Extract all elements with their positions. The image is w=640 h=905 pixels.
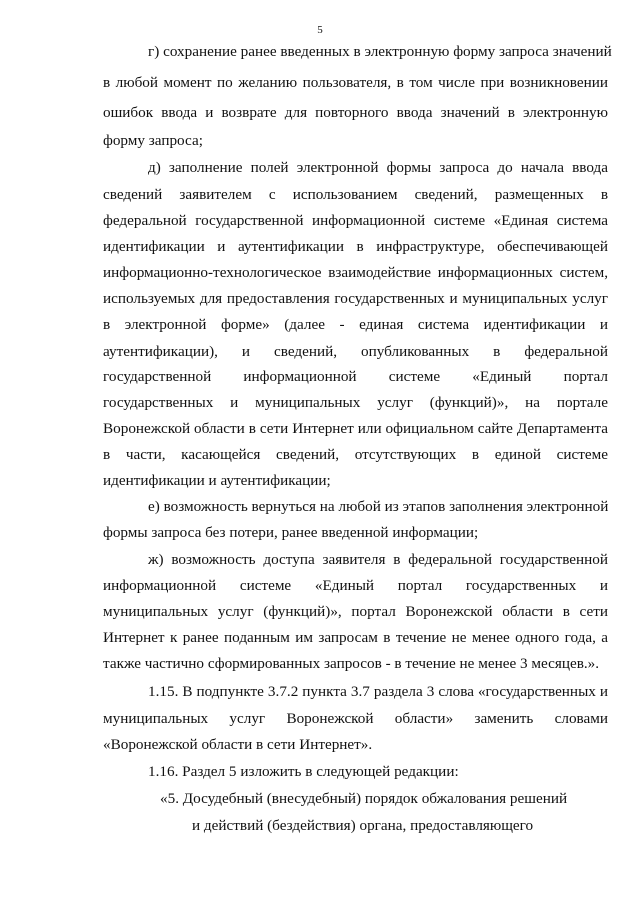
text-line: ошибок ввода и возврате для повторного ввода значений в электронную [103, 104, 608, 121]
text-line: е) возможность вернуться на любой из этапов заполнения электронной [148, 498, 609, 515]
text-line: д) заполнение полей электронной формы запроса до начала ввода [148, 159, 608, 176]
section-heading: «5. Досудебный (внесудебный) порядок обжалования решений [160, 790, 568, 807]
text-line: г) сохранение ранее введенных в электронную форму запроса значений [148, 43, 612, 60]
text-line: муниципальных услуг Воронежской области» заменить словами [103, 710, 608, 727]
text-line: идентификации и аутентификации; [103, 472, 331, 489]
text-line: информационно-технологическое взаимодействие информационных систем, [103, 264, 608, 281]
text-line: форму запроса; [103, 132, 203, 149]
text-line: федеральной государственной информационной системе «Единая система [103, 212, 608, 229]
text-line: также частично сформированных запросов - в течение не менее 3 месяцев.». [103, 655, 600, 672]
text-line: государственной информационной системе «Единый портал [103, 368, 608, 385]
text-line: Воронежской области в сети Интернет или официальном сайте Департамента [103, 420, 608, 437]
text-line: Интернет к ранее поданным им запросам в течение не менее одного года, а [103, 629, 608, 646]
text-line: 1.16. Раздел 5 изложить в следующей редакции: [148, 763, 459, 780]
text-line: аутентификации), и сведений, опубликованных в федеральной [103, 343, 608, 360]
text-line: информационной системе «Единый портал государственных и [103, 577, 608, 594]
text-line: в любой момент по желанию пользователя, в том числе при возникновении [103, 74, 608, 91]
text-line: используемых для предоставления государственных и муниципальных услуг [103, 290, 608, 307]
text-line: государственных и муниципальных услуг (функций)», на портале [103, 394, 608, 411]
text-line: формы запроса без потери, ранее введенной информации; [103, 524, 479, 541]
text-line: идентификации и аутентификации в инфраструктуре, обеспечивающей [103, 238, 608, 255]
section-heading: и действий (бездействия) органа, предоставляющего [192, 817, 534, 834]
text-line: сведений заявителем с использованием сведений, размещенных в [103, 186, 608, 203]
text-line: 1.15. В подпункте 3.7.2 пункта 3.7 раздела 3 слова «государственных и [148, 683, 608, 700]
text-line: в электронной форме» (далее - единая система идентификации и [103, 316, 608, 333]
text-line: в части, касающейся сведений, отсутствующих в единой системе [103, 446, 608, 463]
page-number: 5 [317, 24, 323, 36]
text-line: муниципальных услуг (функций)», портал Воронежской области в сети [103, 603, 608, 620]
text-line: «Воронежской области в сети Интернет». [103, 736, 373, 753]
text-line: ж) возможность доступа заявителя в федеральной государственной [148, 551, 608, 568]
